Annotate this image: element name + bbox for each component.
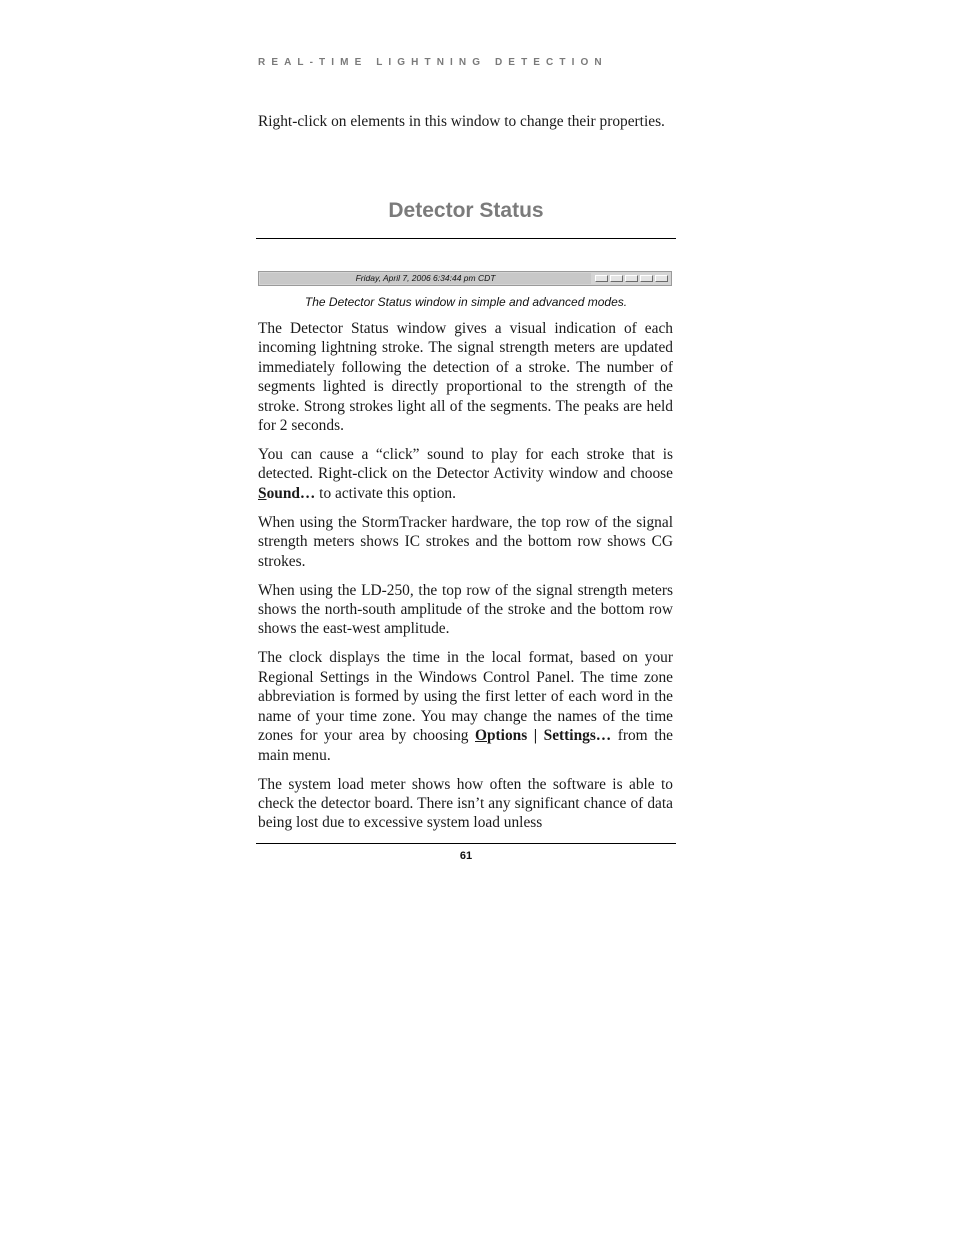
meter-segment: [655, 275, 668, 282]
text-run: from the main menu.: [258, 727, 673, 764]
paragraph: The system load meter shows how often the software is able to check the detector board. There isn’t any significant chance of data being lost due to excessive system load unless: [258, 775, 673, 832]
text-run: You can cause a “click” sound to play for each stroke that is detected. Right-click on the Detector Activity window and choose: [258, 446, 673, 483]
intro-paragraph: Right-click on elements in this window to change their properties.: [258, 113, 665, 130]
meter-segment: [640, 275, 653, 282]
section-title: Detector Status: [388, 199, 544, 222]
menu-command-options-settings: [475, 727, 611, 744]
menu-text: ptions | Settings…: [486, 727, 612, 745]
section-divider: [256, 238, 676, 239]
running-header: REAL-TIME LIGHTNING DETECTION: [258, 57, 608, 68]
menu-hotkey: S: [258, 484, 267, 502]
text-run: The clock displays the time in the local format, based on your Regional Settings in the Windows Control Panel. The time zone abbreviation is formed by using the first letter of each word in the name of your time zone. You may change the names of the time zones for your area by choosing: [258, 649, 673, 745]
figure-caption: The Detector Status window in simple and advanced modes.: [304, 295, 628, 309]
body-text: [258, 319, 673, 842]
paragraph: When using the StormTracker hardware, the top row of the signal strength meters shows IC strokes and the bottom row shows CG strokes.: [258, 513, 673, 570]
menu-command-sound: [258, 485, 315, 502]
footer-divider: [256, 843, 676, 844]
paragraph: The Detector Status window gives a visual indication of each incoming lightning stroke. The signal strength meters are updated immediately following the detection of a stroke. The number of segments lighted is directly proportional to the strength of the stroke. Strong strokes light all of the segments. The peaks are held for 2 seconds.: [258, 320, 673, 435]
menu-text: ound…: [266, 484, 316, 502]
signal-meters: [595, 275, 668, 283]
page-number: 61: [459, 850, 473, 862]
paragraph: [258, 648, 673, 764]
meter-segment: [595, 275, 608, 282]
status-clock: Friday, April 7, 2006 6:34:44 pm CDT: [260, 273, 591, 284]
paragraph: [258, 445, 673, 503]
meter-segment: [625, 275, 638, 282]
text-run: to activate this option.: [315, 484, 456, 502]
menu-hotkey: O: [475, 727, 487, 745]
paragraph: When using the LD-250, the top row of the signal strength meters shows the north-south amplitude of the stroke and the bottom row shows the east-west amplitude.: [258, 581, 673, 638]
meter-segment: [610, 275, 623, 282]
detector-status-window: [258, 271, 672, 286]
